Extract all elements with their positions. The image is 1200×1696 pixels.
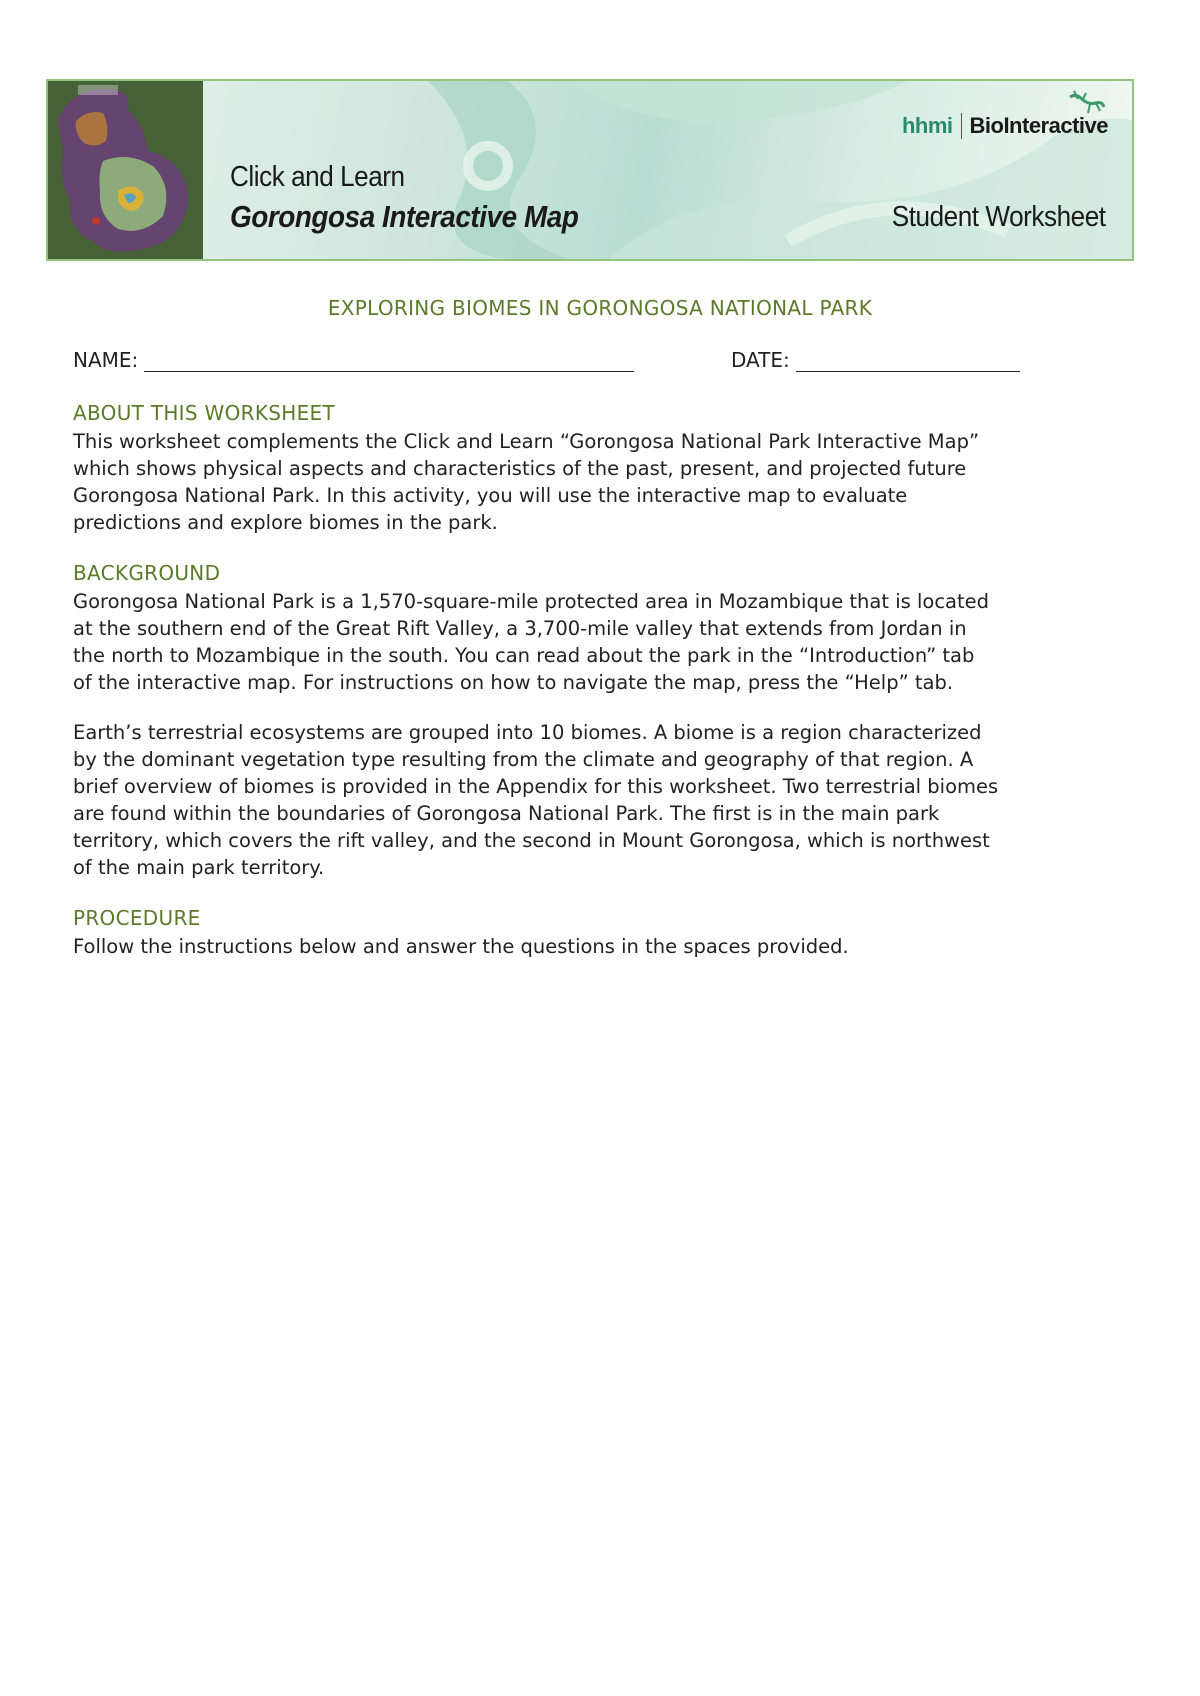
brand-logo — [902, 113, 1108, 139]
background-line: the north to Mozambique in the south. You can read about the park in the “Introduction” tab — [73, 644, 975, 667]
header-banner — [46, 79, 1134, 261]
background-line: at the southern end of the Great Rift Valley, a 3,700-mile valley that extends from Jordan in — [73, 617, 967, 640]
background-line: of the main park territory. — [73, 856, 325, 879]
banner-title: Gorongosa Interactive Map — [230, 199, 579, 234]
background-paragraph-2 — [73, 719, 1133, 881]
background-heading: BACKGROUND — [73, 561, 221, 585]
background-paragraph-1 — [73, 588, 1133, 696]
procedure-line: Follow the instructions below and answer the questions in the spaces provided. — [73, 935, 849, 958]
name-label: NAME: — [73, 348, 139, 372]
date-field-row — [731, 348, 1020, 372]
worksheet-title: EXPLORING BIOMES IN GORONGOSA NATIONAL PARK — [327, 296, 873, 320]
procedure-heading: PROCEDURE — [73, 906, 201, 930]
about-paragraph — [73, 428, 1133, 536]
brand-divider — [961, 113, 962, 139]
park-map-thumbnail — [48, 81, 203, 259]
date-label: DATE: — [731, 348, 790, 372]
background-line: Earth’s terrestrial ecosystems are grouped into 10 biomes. A biome is a region characterized — [73, 721, 982, 744]
name-field-row — [73, 348, 634, 372]
date-blank-line[interactable] — [796, 349, 1020, 372]
brand-hhmi: hhmi — [901, 113, 953, 138]
about-heading: ABOUT THIS WORKSHEET — [73, 401, 335, 425]
background-line: by the dominant vegetation type resulting from the climate and geography of that region. A — [73, 748, 974, 771]
about-line: Gorongosa National Park. In this activity, you will use the interactive map to evaluate — [73, 484, 908, 507]
background-line: brief overview of biomes is provided in the Appendix for this worksheet. Two terrestrial biomes — [73, 775, 999, 798]
background-line: of the interactive map. For instructions on how to navigate the map, press the “Help” tab. — [73, 671, 954, 694]
banner-series-label: Click and Learn — [230, 161, 405, 193]
about-line: predictions and explore biomes in the park. — [73, 511, 498, 534]
background-line: are found within the boundaries of Gorongosa National Park. The first is in the main park — [73, 802, 940, 825]
background-line: Gorongosa National Park is a 1,570-square-mile protected area in Mozambique that is located — [73, 590, 990, 613]
brand-biointeractive: BioInteractive — [969, 113, 1108, 138]
banner-doc-type: Student Worksheet — [892, 201, 1106, 233]
name-blank-line[interactable] — [144, 349, 634, 372]
procedure-paragraph — [73, 933, 1133, 960]
background-line: territory, which covers the rift valley, and the second in Mount Gorongosa, which is northwest — [73, 829, 990, 852]
about-line: which shows physical aspects and characteristics of the past, present, and projected future — [73, 457, 967, 480]
about-line: This worksheet complements the Click and Learn “Gorongosa National Park Interactive Map” — [73, 430, 980, 453]
